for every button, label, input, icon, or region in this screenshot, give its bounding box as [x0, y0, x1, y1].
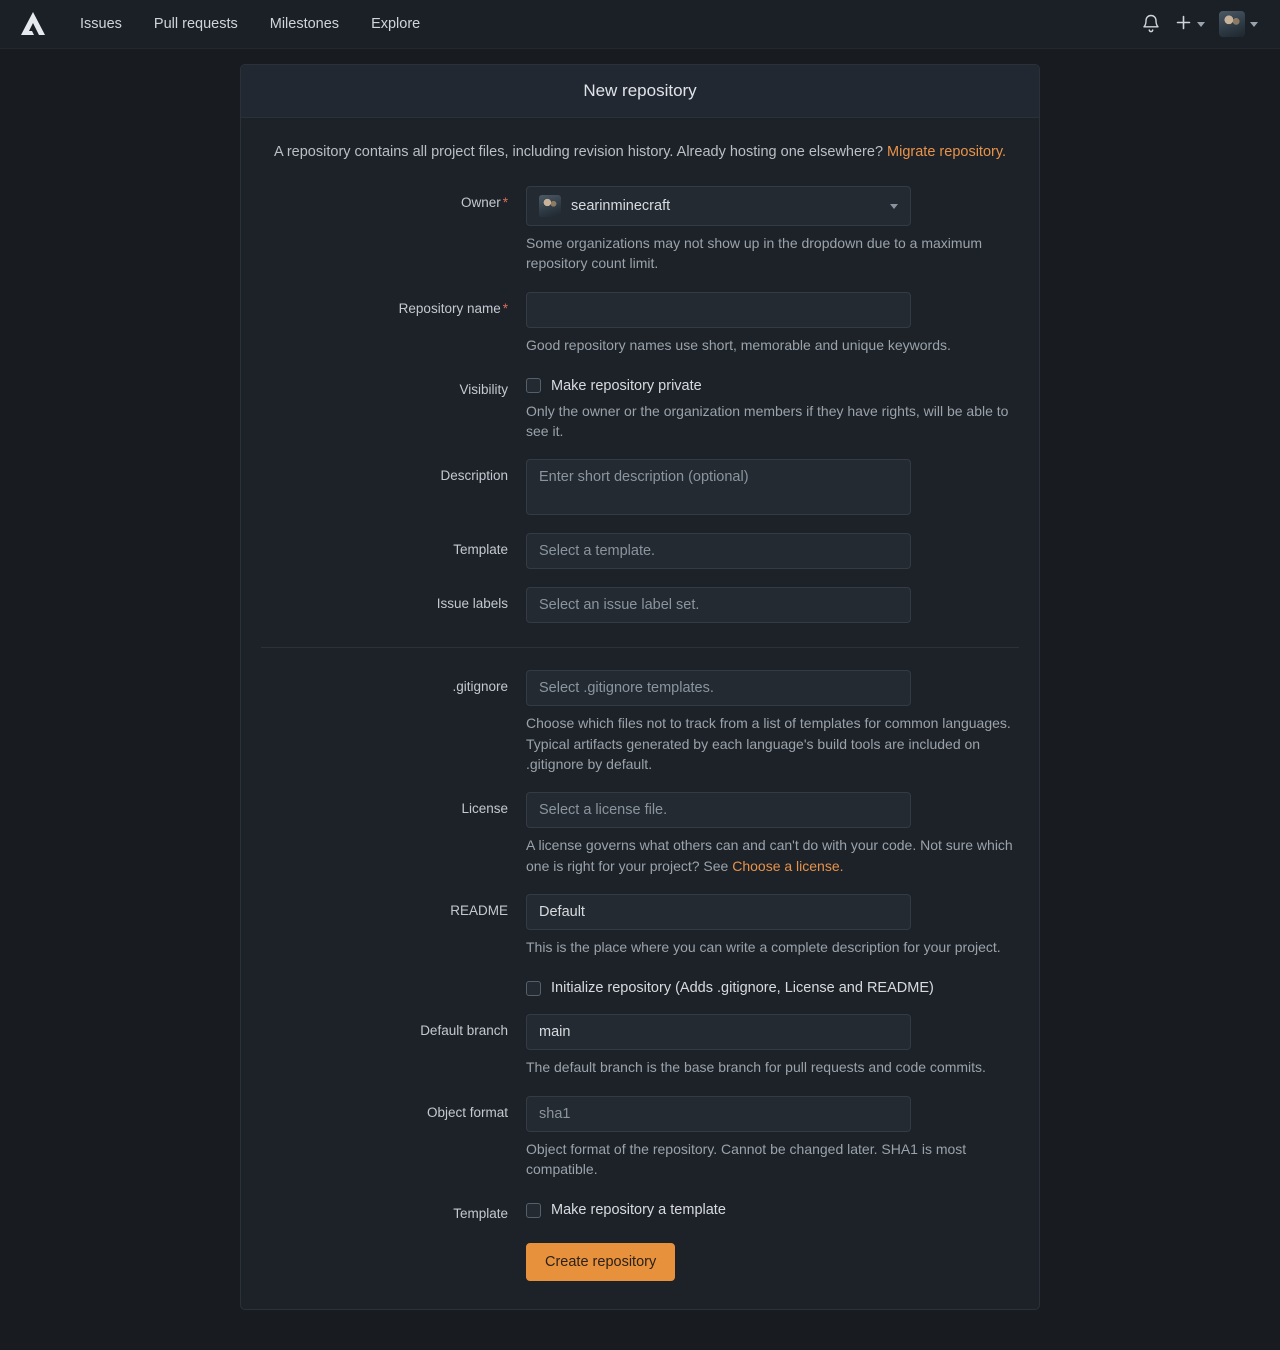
default-branch-input[interactable]	[526, 1014, 911, 1050]
top-navbar	[0, 0, 1280, 49]
issue-labels-label: Issue labels	[436, 596, 508, 612]
default-branch-label: Default branch	[420, 1023, 508, 1039]
plus-icon	[1175, 14, 1192, 34]
visibility-help: Only the owner or the organization members if they have rights, will be able to see it.	[526, 402, 1009, 440]
visibility-label: Visibility	[459, 381, 508, 397]
section-divider	[261, 647, 1019, 648]
nav-link-pull-requests[interactable]: Pull requests	[153, 16, 238, 32]
create-new-menu[interactable]	[1175, 14, 1205, 34]
initialize-label-spacer	[261, 975, 526, 996]
migrate-repository-link[interactable]: Migrate repository.	[887, 144, 1007, 160]
license-input[interactable]	[526, 792, 911, 828]
template-label: Template	[453, 542, 508, 558]
repository-name-input[interactable]	[526, 292, 911, 328]
field-template-flag	[261, 1197, 1019, 1221]
user-avatar	[1219, 11, 1245, 37]
chevron-down-icon	[1250, 22, 1258, 27]
new-repository-form	[241, 118, 1039, 1309]
gitignore-input[interactable]	[526, 670, 911, 706]
nav-link-issues[interactable]: Issues	[80, 16, 122, 32]
template-flag-label: Template	[453, 1206, 508, 1222]
owner-select[interactable]	[526, 186, 911, 226]
field-gitignore	[261, 670, 1019, 774]
navbar-right-actions	[1141, 11, 1264, 37]
page-title: New repository	[241, 65, 1039, 118]
required-marker: *	[502, 300, 508, 316]
owner-label	[261, 186, 526, 274]
license-label: License	[461, 801, 508, 817]
owner-help: Some organizations may not show up in the dropdown due to a maximum repository count limit.	[526, 235, 983, 272]
initialize-checkbox-row[interactable]	[526, 975, 1019, 996]
field-template	[261, 533, 1019, 569]
visibility-checkbox-row[interactable]	[526, 373, 1019, 394]
chevron-down-icon	[1197, 22, 1205, 27]
readme-help: This is the place where you can write a complete description for your project.	[526, 938, 1001, 955]
gitignore-help: Choose which files not to track from a list of templates for common languages. Typical artifacts generated by each language's build tools are included on .gitignore by default.	[526, 715, 1011, 773]
intro-text	[261, 144, 1019, 160]
choose-a-license-link[interactable]: Choose a license.	[732, 857, 844, 874]
field-owner	[261, 186, 1019, 274]
license-help-text: A license governs what others can and can't do with your code. Not sure which one is right for your project? See	[526, 837, 1013, 874]
description-textarea[interactable]	[526, 459, 911, 515]
template-flag-checkbox-row[interactable]	[526, 1197, 1019, 1218]
readme-input[interactable]	[526, 894, 911, 930]
make-private-checkbox[interactable]	[526, 378, 541, 393]
repository-name-label-text: Repository name	[398, 300, 501, 316]
primary-navigation	[64, 10, 436, 38]
make-template-checkbox[interactable]	[526, 1203, 541, 1218]
initialize-repository-label[interactable]: Initialize repository (Adds .gitignore, License and README)	[551, 980, 934, 997]
page-content	[0, 49, 1280, 1350]
submit-row	[261, 1243, 1019, 1281]
nav-link-explore[interactable]: Explore	[371, 16, 421, 32]
object-format-help: Object format of the repository. Cannot be changed later. SHA1 is most compatible.	[526, 1140, 967, 1177]
license-help	[526, 835, 1019, 876]
field-object-format	[261, 1096, 1019, 1180]
field-initialize-repository	[261, 975, 1019, 996]
make-template-label[interactable]: Make repository a template	[551, 1202, 726, 1219]
object-format-input[interactable]	[526, 1096, 911, 1132]
chevron-down-icon	[890, 204, 898, 209]
repository-name-label	[261, 292, 526, 355]
create-repository-button[interactable]: Create repository	[526, 1243, 675, 1281]
object-format-label: Object format	[426, 1104, 508, 1120]
owner-label-text: Owner	[460, 195, 501, 210]
field-visibility	[261, 373, 1019, 442]
gitignore-label: .gitignore	[452, 679, 508, 695]
field-license	[261, 792, 1019, 876]
mountain-logo-icon[interactable]	[16, 7, 50, 41]
repository-name-help: Good repository names use short, memorable and unique keywords.	[526, 336, 951, 353]
field-issue-labels	[261, 587, 1019, 623]
issue-labels-input[interactable]	[526, 587, 911, 623]
readme-label: README	[450, 902, 508, 918]
user-menu[interactable]	[1219, 11, 1258, 37]
field-repository-name	[261, 292, 1019, 355]
description-label: Description	[440, 468, 508, 484]
initialize-repository-checkbox[interactable]	[526, 981, 541, 996]
bell-icon[interactable]	[1141, 13, 1161, 35]
default-branch-help: The default branch is the base branch for pull requests and code commits.	[526, 1059, 986, 1076]
required-marker: *	[502, 195, 508, 210]
make-private-label[interactable]: Make repository private	[551, 377, 702, 394]
owner-selected-value: searinminecraft	[571, 198, 671, 214]
field-description	[261, 459, 1019, 515]
field-default-branch	[261, 1014, 1019, 1077]
field-readme	[261, 894, 1019, 957]
nav-link-milestones[interactable]: Milestones	[269, 16, 340, 32]
template-input[interactable]	[526, 533, 911, 569]
intro-label: A repository contains all project files, including revision history. Already hosting one elsewhere?	[273, 144, 884, 160]
owner-avatar	[539, 195, 561, 217]
new-repository-card	[240, 64, 1040, 1310]
